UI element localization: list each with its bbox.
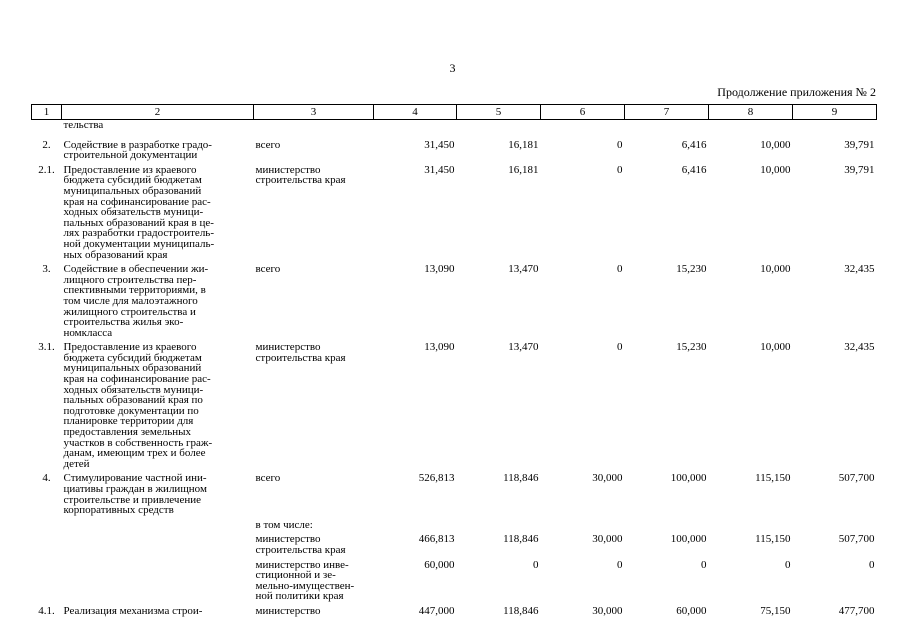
header-cell: 3 — [254, 105, 374, 120]
row-value: 100,000 — [670, 472, 707, 485]
row-value: 507,700 — [838, 472, 875, 485]
row-value: 10,000 — [760, 263, 791, 276]
row-value: 60,000 — [424, 558, 455, 571]
row-source: всего — [255, 138, 281, 151]
header-cell: 8 — [709, 105, 793, 120]
row-name — [62, 560, 254, 602]
row-value — [793, 520, 877, 531]
row-value: 10,000 — [760, 341, 791, 354]
table-row — [32, 342, 877, 469]
row-source: министерство инве- стиционной и зе- мельно-имуществен- ной политики края — [255, 558, 355, 603]
row-name: Предоставление из краевого бюджета субсидий бюджетам муниципальных образований края на софинансирование рас- ходных обязательств муници- пальных образований края по подготовке документации по планировке территории для предоставления земельных участков в собственность граж- данам, имеющим трех и более детей — [63, 341, 213, 470]
row-value: 466,813 — [418, 533, 455, 546]
row-value: 13,090 — [424, 263, 455, 276]
row-value: 32,435 — [844, 263, 875, 276]
row-value: 118,846 — [503, 533, 539, 546]
row-value: 13,470 — [508, 341, 539, 354]
row-value — [374, 520, 457, 531]
table-row — [32, 264, 877, 338]
row-value: 31,450 — [424, 138, 455, 151]
row-value: 30,000 — [592, 533, 623, 546]
row-value: 16,181 — [508, 138, 539, 151]
row-value — [541, 120, 625, 131]
row-number: 3. — [42, 263, 51, 276]
row-source: министерство — [255, 604, 321, 617]
row-value: 30,000 — [592, 472, 623, 485]
row-value: 0 — [617, 138, 623, 151]
row-value: 39,791 — [844, 138, 875, 151]
row-value: 0 — [617, 263, 623, 276]
header-cell: 5 — [457, 105, 541, 120]
row-source: всего — [255, 472, 281, 485]
row-value: 6,416 — [681, 138, 707, 151]
row-value — [541, 520, 625, 531]
row-value — [709, 520, 793, 531]
table-row — [32, 520, 877, 531]
row-value: 507,700 — [838, 533, 875, 546]
table-row — [32, 140, 877, 161]
row-source: министерство строительства края — [255, 533, 346, 556]
header-cell: 6 — [541, 105, 625, 120]
row-value: 118,846 — [503, 472, 539, 485]
row-value: 30,000 — [592, 604, 623, 617]
row-value: 447,000 — [418, 604, 455, 617]
row-value: 115,150 — [755, 472, 791, 485]
table-row — [32, 120, 877, 131]
row-value — [457, 520, 541, 531]
header-cell: 9 — [793, 105, 877, 120]
row-number: 3.1. — [38, 341, 55, 354]
row-number: 2. — [42, 138, 51, 151]
row-value — [793, 120, 877, 131]
header-cell: 2 — [62, 105, 254, 120]
table-row — [32, 165, 877, 260]
row-name: Содействие в обеспечении жи- лищного строительства пер- спективными территориями, в том числе для малоэтажного жилищного строительства и строительства жилья эко- номкласса — [63, 263, 209, 339]
row-name: Реализация механизма строи- — [63, 604, 203, 617]
header-row — [32, 105, 877, 120]
row-value: 0 — [785, 558, 791, 571]
budget-table — [31, 104, 877, 617]
row-value: 0 — [869, 558, 875, 571]
header-cell: 7 — [625, 105, 709, 120]
row-source: министерство строительства края — [255, 341, 346, 364]
row-number — [32, 534, 62, 555]
row-value: 13,470 — [508, 263, 539, 276]
row-value: 15,230 — [676, 263, 707, 276]
row-number: 2.1. — [38, 163, 55, 176]
row-value: 100,000 — [670, 533, 707, 546]
row-value: 13,090 — [424, 341, 455, 354]
row-value: 0 — [533, 558, 539, 571]
table-row — [32, 534, 877, 555]
row-source: министерство строительства края — [255, 163, 346, 187]
page-number: 3 — [449, 61, 456, 75]
row-value: 39,791 — [844, 163, 875, 176]
row-name: Содействие в разработке градо- строительной документации — [63, 138, 212, 162]
row-source: всего — [255, 263, 281, 276]
row-number: 4.1. — [38, 604, 55, 617]
row-value: 118,846 — [503, 604, 539, 617]
row-value: 15,230 — [676, 341, 707, 354]
row-value: 10,000 — [760, 138, 791, 151]
table-row — [32, 560, 877, 602]
row-source — [254, 120, 374, 131]
row-value: 32,435 — [844, 341, 875, 354]
row-name: Предоставление из краевого бюджета субсидий бюджетам муниципальных образований края на софинансирование рас- ходных обязательств муници- пальных образований края в це- лях разработки градостроитель- ной документации муниципаль- ных образований края — [63, 163, 215, 261]
row-value: 0 — [701, 558, 707, 571]
row-value — [625, 520, 709, 531]
row-value: 10,000 — [760, 163, 791, 176]
header-cell: 1 — [32, 105, 62, 120]
row-value — [374, 120, 457, 131]
row-value — [709, 120, 793, 131]
row-value: 0 — [617, 163, 623, 176]
row-name: Стимулирование частной ини- циативы граждан в жилищном строительстве и привлечение корпоративных средств — [63, 472, 207, 517]
row-name — [62, 520, 254, 531]
table-row — [32, 473, 877, 515]
row-value: 75,150 — [760, 604, 791, 617]
row-value: 31,450 — [424, 163, 455, 176]
row-name — [62, 534, 254, 555]
row-number: 4. — [42, 472, 51, 485]
row-name: тельства — [63, 119, 104, 131]
row-number — [32, 560, 62, 602]
row-value: 477,700 — [838, 604, 875, 617]
table-row — [32, 606, 877, 617]
row-value: 60,000 — [676, 604, 707, 617]
continuation-label: Продолжение приложения № 2 — [717, 85, 876, 99]
row-value — [457, 120, 541, 131]
row-value: 0 — [617, 558, 623, 571]
row-value: 526,813 — [418, 472, 455, 485]
row-number — [32, 520, 62, 531]
row-value: 16,181 — [508, 163, 539, 176]
row-number — [32, 120, 62, 131]
row-value: 6,416 — [681, 163, 707, 176]
row-value: 115,150 — [755, 533, 791, 546]
row-source: в том числе: — [255, 518, 313, 531]
row-value — [625, 120, 709, 131]
header-cell: 4 — [374, 105, 457, 120]
row-value: 0 — [617, 341, 623, 354]
